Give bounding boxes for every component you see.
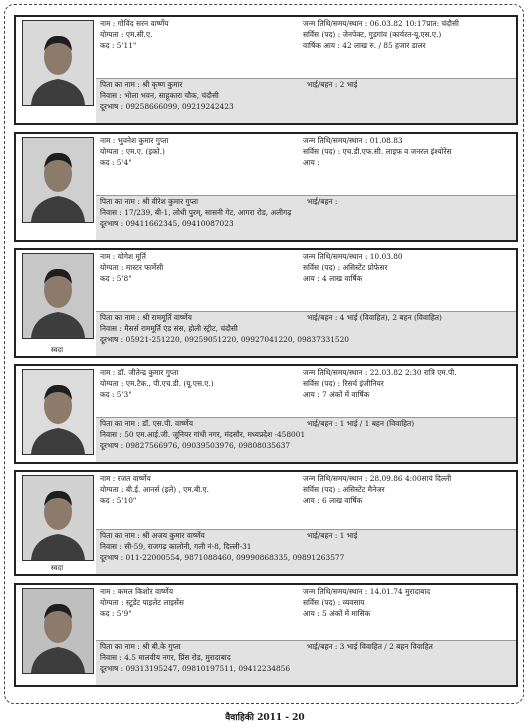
profile-family-info <box>96 640 516 685</box>
profile-photo <box>22 253 94 339</box>
father-name-field: पिता का नाम : डॉ. एस.पी. वार्ष्णेय <box>100 419 193 428</box>
profile-top-info <box>98 18 512 66</box>
income-field: आय : 7 अंकों में वार्षिक <box>303 390 370 400</box>
service-field: सर्विस (पद) : जेनपेक्ट, गुड़गांव (कार्यरत-यू.एस.ए.) <box>303 30 442 40</box>
father-name-field: पिता का नाम : श्री राममूर्ति वार्ष्णेय <box>100 313 192 322</box>
siblings-field: भाई/बहन : 1 भाई / 1 बहन (विवाहित) <box>307 419 415 428</box>
profile-top-info <box>98 473 512 521</box>
name-field: नाम : रजत वार्ष्णेय <box>100 474 151 483</box>
height-field: कद : 5'9" <box>100 609 132 619</box>
profile-card <box>14 248 518 358</box>
profile-card <box>14 583 518 687</box>
height-field: कद : 5'10" <box>100 496 137 506</box>
qualification-field: योग्यता : मास्टर फार्मेसी <box>100 263 164 273</box>
siblings-field: भाई/बहन : 1 भाई <box>307 531 358 540</box>
profile-card <box>14 15 518 125</box>
service-field: सर्विस (पद) : व्यवसाय <box>303 598 365 608</box>
photo-caption: स्वदा <box>50 346 64 354</box>
profile-top-info <box>98 367 512 415</box>
address-field: निवास : भोला भवन, साहूकारा चौक, चंदौसी <box>100 91 219 101</box>
service-field: सर्विस (पद) : असिस्टेंट मैनेजर <box>303 485 385 495</box>
height-field: कद : 5'11" <box>100 41 137 51</box>
income-field: आय : 6 लाख वार्षिक <box>303 496 363 506</box>
page-footer: वैवाहिकी 2011 - 20 <box>225 713 305 723</box>
phone-field: दूरभाष : 09258666099, 09219242423 <box>100 102 234 112</box>
name-field: नाम : गोविंद सरन वार्ष्णेय <box>100 19 169 28</box>
profile-top-info <box>98 135 512 183</box>
phone-field: दूरभाष : 09313195247, 09810197511, 09412234856 <box>100 664 291 674</box>
phone-field: दूरभाष : 09827566976, 09039503976, 09808035637 <box>100 441 291 451</box>
profile-family-info <box>96 311 516 356</box>
profile-photo <box>22 475 94 561</box>
name-field: नाम : कमल किशोर वार्ष्णेय <box>100 587 174 596</box>
income-field: वार्षिक आय : 42 लाख रु. / 85 हजार डालर <box>303 41 426 51</box>
phone-field: दूरभाष : 011-22000554, 9871088460, 09990868335, 09891263577 <box>100 553 345 563</box>
name-field: नाम : डॉ. जीतेन्द्र कुमार गुप्ता <box>100 368 179 377</box>
profile-top-info <box>98 251 512 299</box>
income-field: आय : <box>303 158 320 168</box>
profile-family-info <box>96 78 516 123</box>
qualification-field: योग्यता : स्टूडेंट पाइलेट लाइसेंस <box>100 598 184 608</box>
phone-field: दूरभाष : 09411662345, 09410087023 <box>100 219 234 229</box>
profile-family-info <box>96 529 516 574</box>
address-field: निवास : मैसर्स राममूर्ति एंड संस, होली स्ट्रीट, चंदौसी <box>100 324 238 334</box>
name-field: नाम : योगेश मूर्ति <box>100 252 146 261</box>
phone-field: दूरभाष : 05921-251220, 09259051220, 09927041220, 09837331520 <box>100 335 350 345</box>
profile-photo <box>22 20 94 106</box>
birth-details-field: जन्म तिथि/समय/स्थान : 22.03.82 2:30 रात्रि एम.पी. <box>303 368 457 377</box>
address-field: निवास : सी-59, राजगढ़ कालोनी, गली नं-8, दिल्ली-31 <box>100 542 252 552</box>
birth-details-field: जन्म तिथि/समय/स्थान : 06.03.82 10:17प्रात: चंदौसी <box>303 19 459 28</box>
birth-details-field: जन्म तिथि/समय/स्थान : 28.09.86 4:00सायं दिल्ली <box>303 474 452 483</box>
siblings-field: भाई/बहन : <box>307 197 338 206</box>
height-field: कद : 5'8" <box>100 274 132 284</box>
height-field: कद : 5'4" <box>100 158 132 168</box>
qualification-field: योग्यता : एम.सी.ए. <box>100 30 153 40</box>
service-field: सर्विस (पद) : रिसर्च इंजीनियर <box>303 379 384 389</box>
father-name-field: पिता का नाम : श्री वीरेश कुमार गुप्ता <box>100 197 199 206</box>
photo-caption: स्वदा <box>50 564 64 572</box>
service-field: सर्विस (पद) : एच.डी.एफ.सी. लाइफ व जनरल इंश्योरेंस <box>303 147 452 157</box>
profile-photo <box>22 369 94 455</box>
birth-details-field: जन्म तिथि/समय/स्थान : 10.03.80 <box>303 252 403 261</box>
qualification-field: योग्यता : एम.ए. (इको.) <box>100 147 165 157</box>
profile-card <box>14 470 518 576</box>
profile-family-info <box>96 195 516 240</box>
service-field: सर्विस (पद) : असिस्टेंट प्रोफेसर <box>303 263 388 273</box>
father-name-field: पिता का नाम : श्री अजय कुमार वार्ष्णेय <box>100 531 205 540</box>
profile-photo <box>22 137 94 223</box>
qualification-field: योग्यता : एम.टैक., पी.एच.डी. (यू.एस.ए.) <box>100 379 214 389</box>
father-name-field: पिता का नाम : श्री बी.के गुप्ता <box>100 642 181 651</box>
height-field: कद : 5'3" <box>100 390 132 400</box>
profile-family-info <box>96 417 516 462</box>
father-name-field: पिता का नाम : श्री कृष्ण कुमार <box>100 80 183 89</box>
qualification-field: योग्यता : बी.ई. आनर्स (इले) , एम.बी.ए. <box>100 485 209 495</box>
income-field: आय : 5 अंकों में मासिक <box>303 609 371 619</box>
birth-details-field: जन्म तिथि/समय/स्थान : 01.08.83 <box>303 136 403 145</box>
income-field: आय : 4 लाख वार्षिक <box>303 274 363 284</box>
profile-top-info <box>98 586 512 634</box>
address-field: निवास : 4.5 मालवीय नगर, प्रिंस रोड, मुरादाबाद <box>100 653 231 663</box>
profile-photo <box>22 588 94 674</box>
siblings-field: भाई/बहन : 3 भाई विवाहित / 2 बहन विवाहित <box>307 642 433 651</box>
name-field: नाम : भुवनेश कुमार गुप्ता <box>100 136 169 145</box>
address-field: निवास : 17/239, बी-1, लोधी पुरम्, सासनी गेट, आगरा रोड, अलीगढ़ <box>100 208 292 218</box>
siblings-field: भाई/बहन : 4 भाई (विवाहित), 2 बहन (विवाहित) <box>307 313 442 322</box>
address-field: निवास : 50 एम.आई.जी. जूनियर गांधी नगर, मंदसौर, मध्यप्रदेश -458001 <box>100 430 306 440</box>
birth-details-field: जन्म तिथि/समय/स्थान : 14.01.74 मुरादाबाद <box>303 587 431 596</box>
siblings-field: भाई/बहन : 2 भाई <box>307 80 358 89</box>
profile-card <box>14 364 518 464</box>
profile-card <box>14 132 518 242</box>
